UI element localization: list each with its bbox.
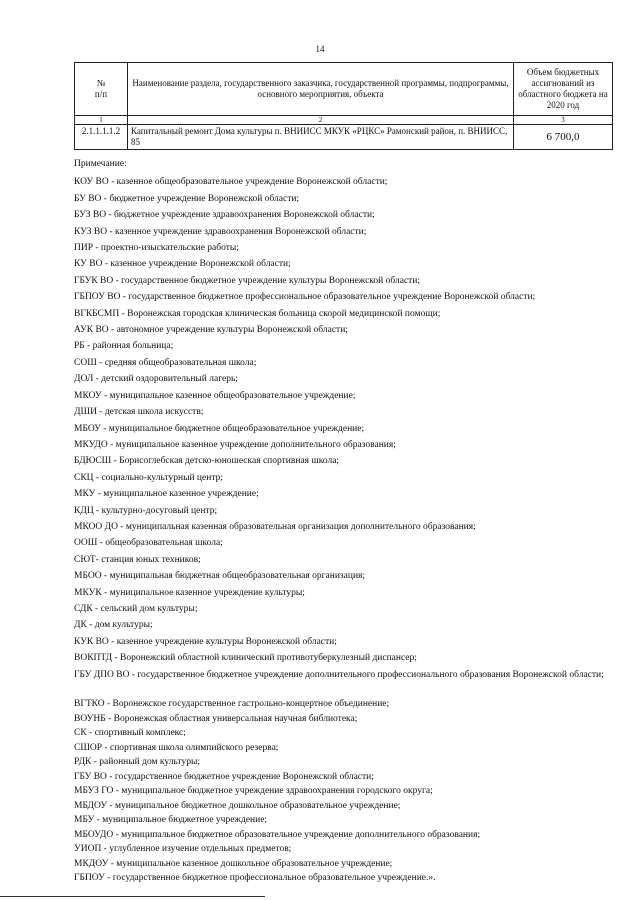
abbreviation-item: МКУДО - муниципальное казенное учреждение дополнительного образования; [74, 439, 396, 450]
abbreviation-item: МКУК - муниципальное казенное учреждение культуры; [74, 587, 305, 598]
abbreviation-item: БУ ВО - бюджетное учреждение Воронежской области; [74, 193, 300, 204]
abbreviation-item: ВГТКО - Воронежское государственное гастрольно-концертное объединение; [74, 699, 390, 709]
abbreviation-item: АУК ВО - автономное учреждение культуры Воронежской области; [74, 325, 348, 336]
abbreviation-item: СКЦ - социально-культурный центр; [74, 472, 223, 483]
column-number: 3 [514, 116, 613, 125]
column-number: 1 [75, 116, 128, 125]
abbreviation-item: ДШИ - детская школа искусств; [74, 407, 204, 418]
table-row [75, 125, 613, 150]
abbreviation-item: ПИР - проектно-изыскательские работы; [74, 243, 239, 254]
abbreviation-item: ГБУ ВО - государственное бюджетное учреждение Воронежской области; [74, 771, 374, 782]
header-name [128, 63, 514, 116]
row-code: 2.1.1.1.1.2 [75, 125, 128, 150]
footnote-divider [0, 896, 265, 897]
header-number [75, 63, 128, 116]
abbreviation-item: СЮТ- станция юных техников; [74, 554, 201, 565]
abbreviation-item: МКОУ - муниципальное казенное общеобразовательное учреждение; [74, 390, 356, 401]
row-name: Капитальный ремонт Дома культуры п. ВНИИСС МКУК «РЦКС» Рамонский район, п. ВНИИСС, 85 [128, 125, 514, 150]
abbreviation-item: КУК ВО - казенное учреждение культуры Воронежской области; [74, 636, 337, 647]
abbreviation-item: ВОУНБ - Воронежская областная универсальная научная библиотека; [74, 713, 358, 724]
abbreviation-item: РДК - районный дом культуры; [74, 757, 200, 767]
abbreviation-list [74, 174, 614, 683]
column-number: 2 [128, 116, 514, 125]
abbreviation-item: МБОО - муниципальная бюджетная общеобразовательная организация; [74, 571, 366, 582]
header-amount-label: Объем бюджетных ассигнований из областного бюджета на 2020 год [518, 67, 608, 110]
abbreviation-item: КОУ ВО - казенное общеобразовательное учреждение Воронежской области; [74, 177, 388, 188]
abbreviation-item: ДК - дом культуры; [74, 620, 153, 631]
abbreviation-item: СК - спортивный комплекс; [74, 728, 186, 738]
abbreviation-item: БДЮСШ - Борисоглебская детско-юношеская спортивная школа; [74, 456, 340, 467]
notes-section [74, 156, 614, 886]
abbreviation-item: БУЗ ВО - бюджетное учреждение здравоохранения Воронежской области; [74, 210, 375, 221]
abbreviation-item: ДОЛ - детский оздоровительный лагерь; [74, 374, 238, 385]
notes-heading: Примечание: [74, 159, 127, 169]
header-name-label: Наименование раздела, государственного заказчика, государственной программы, подпрограммы, основного мероприятия, объекта [132, 78, 509, 99]
header-amount [514, 63, 613, 116]
abbreviation-item: МБОУ - муниципальное бюджетное общеобразовательное учреждение; [74, 423, 365, 434]
abbreviation-item: МБУ - муниципальное бюджетное учреждение; [74, 815, 268, 825]
abbreviation-item: ООШ - общеобразовательная школа; [74, 538, 223, 549]
abbreviation-item: РБ - районная больница; [74, 341, 174, 352]
page-number: 14 [315, 44, 325, 54]
table-header-row [75, 63, 613, 116]
abbreviation-item: МБОУДО - муниципальное бюджетное образовательное учреждение дополнительного образования; [74, 829, 481, 840]
column-number-row [75, 116, 613, 125]
abbreviation-item: КУ ВО - казенное учреждение Воронежской области; [74, 259, 291, 270]
abbreviation-item: ГБУК ВО - государственное бюджетное учреждение культуры Воронежской области; [74, 275, 421, 286]
abbreviation-item: МБУЗ ГО - муниципальное бюджетное учреждение здравоохранения городского округа; [74, 786, 433, 796]
abbreviation-item: ГБУ ДПО ВО - государственное бюджетное учреждение дополнительного профессионального образования Воронежской области; [74, 669, 604, 680]
abbreviation-item: СШОР - спортивная школа олимпийского резерва; [74, 742, 279, 753]
row-amount: 6 700,0 [514, 125, 613, 150]
abbreviation-item: СДК - сельский дом культуры; [74, 603, 198, 614]
abbreviation-item: МКОО ДО - муниципальная казенная образовательная организация дополнительного образования; [74, 521, 476, 532]
abbreviation-item: ВГКБСМП - Воронежская городская клиническая больница скорой медицинской помощи; [74, 308, 441, 319]
abbreviation-item: КДЦ - культурно-досуговый центр; [74, 505, 218, 516]
abbreviation-item: ГБПОУ ВО - государственное бюджетное профессиональное образовательное учреждение Воронежской области; [74, 292, 536, 303]
abbreviation-list-continued [74, 697, 614, 886]
abbreviation-item: ГБПОУ - государственное бюджетное профессиональное образовательное учреждение.». [74, 873, 436, 883]
abbreviation-item: КУЗ ВО - казенное учреждение здравоохранения Воронежской области; [74, 226, 367, 237]
abbreviation-item: МКДОУ - муниципальное казенное дошкольное образовательное учреждение; [74, 858, 393, 869]
abbreviation-item: СОШ - средняя общеобразовательная школа; [74, 357, 257, 368]
header-number-label: № п/п [94, 78, 108, 99]
budget-table [74, 62, 613, 150]
abbreviation-item: МБДОУ - муниципальное бюджетное дошкольное образовательное учреждение; [74, 800, 401, 811]
abbreviation-item: УИОП - углубленное изучение отдельных предметов; [74, 844, 292, 854]
abbreviation-item: МКУ - муниципальное казенное учреждение; [74, 489, 259, 500]
abbreviation-item: ВОКПТД - Воронежский областной клинический противотуберкулезный диспансер; [74, 653, 417, 664]
